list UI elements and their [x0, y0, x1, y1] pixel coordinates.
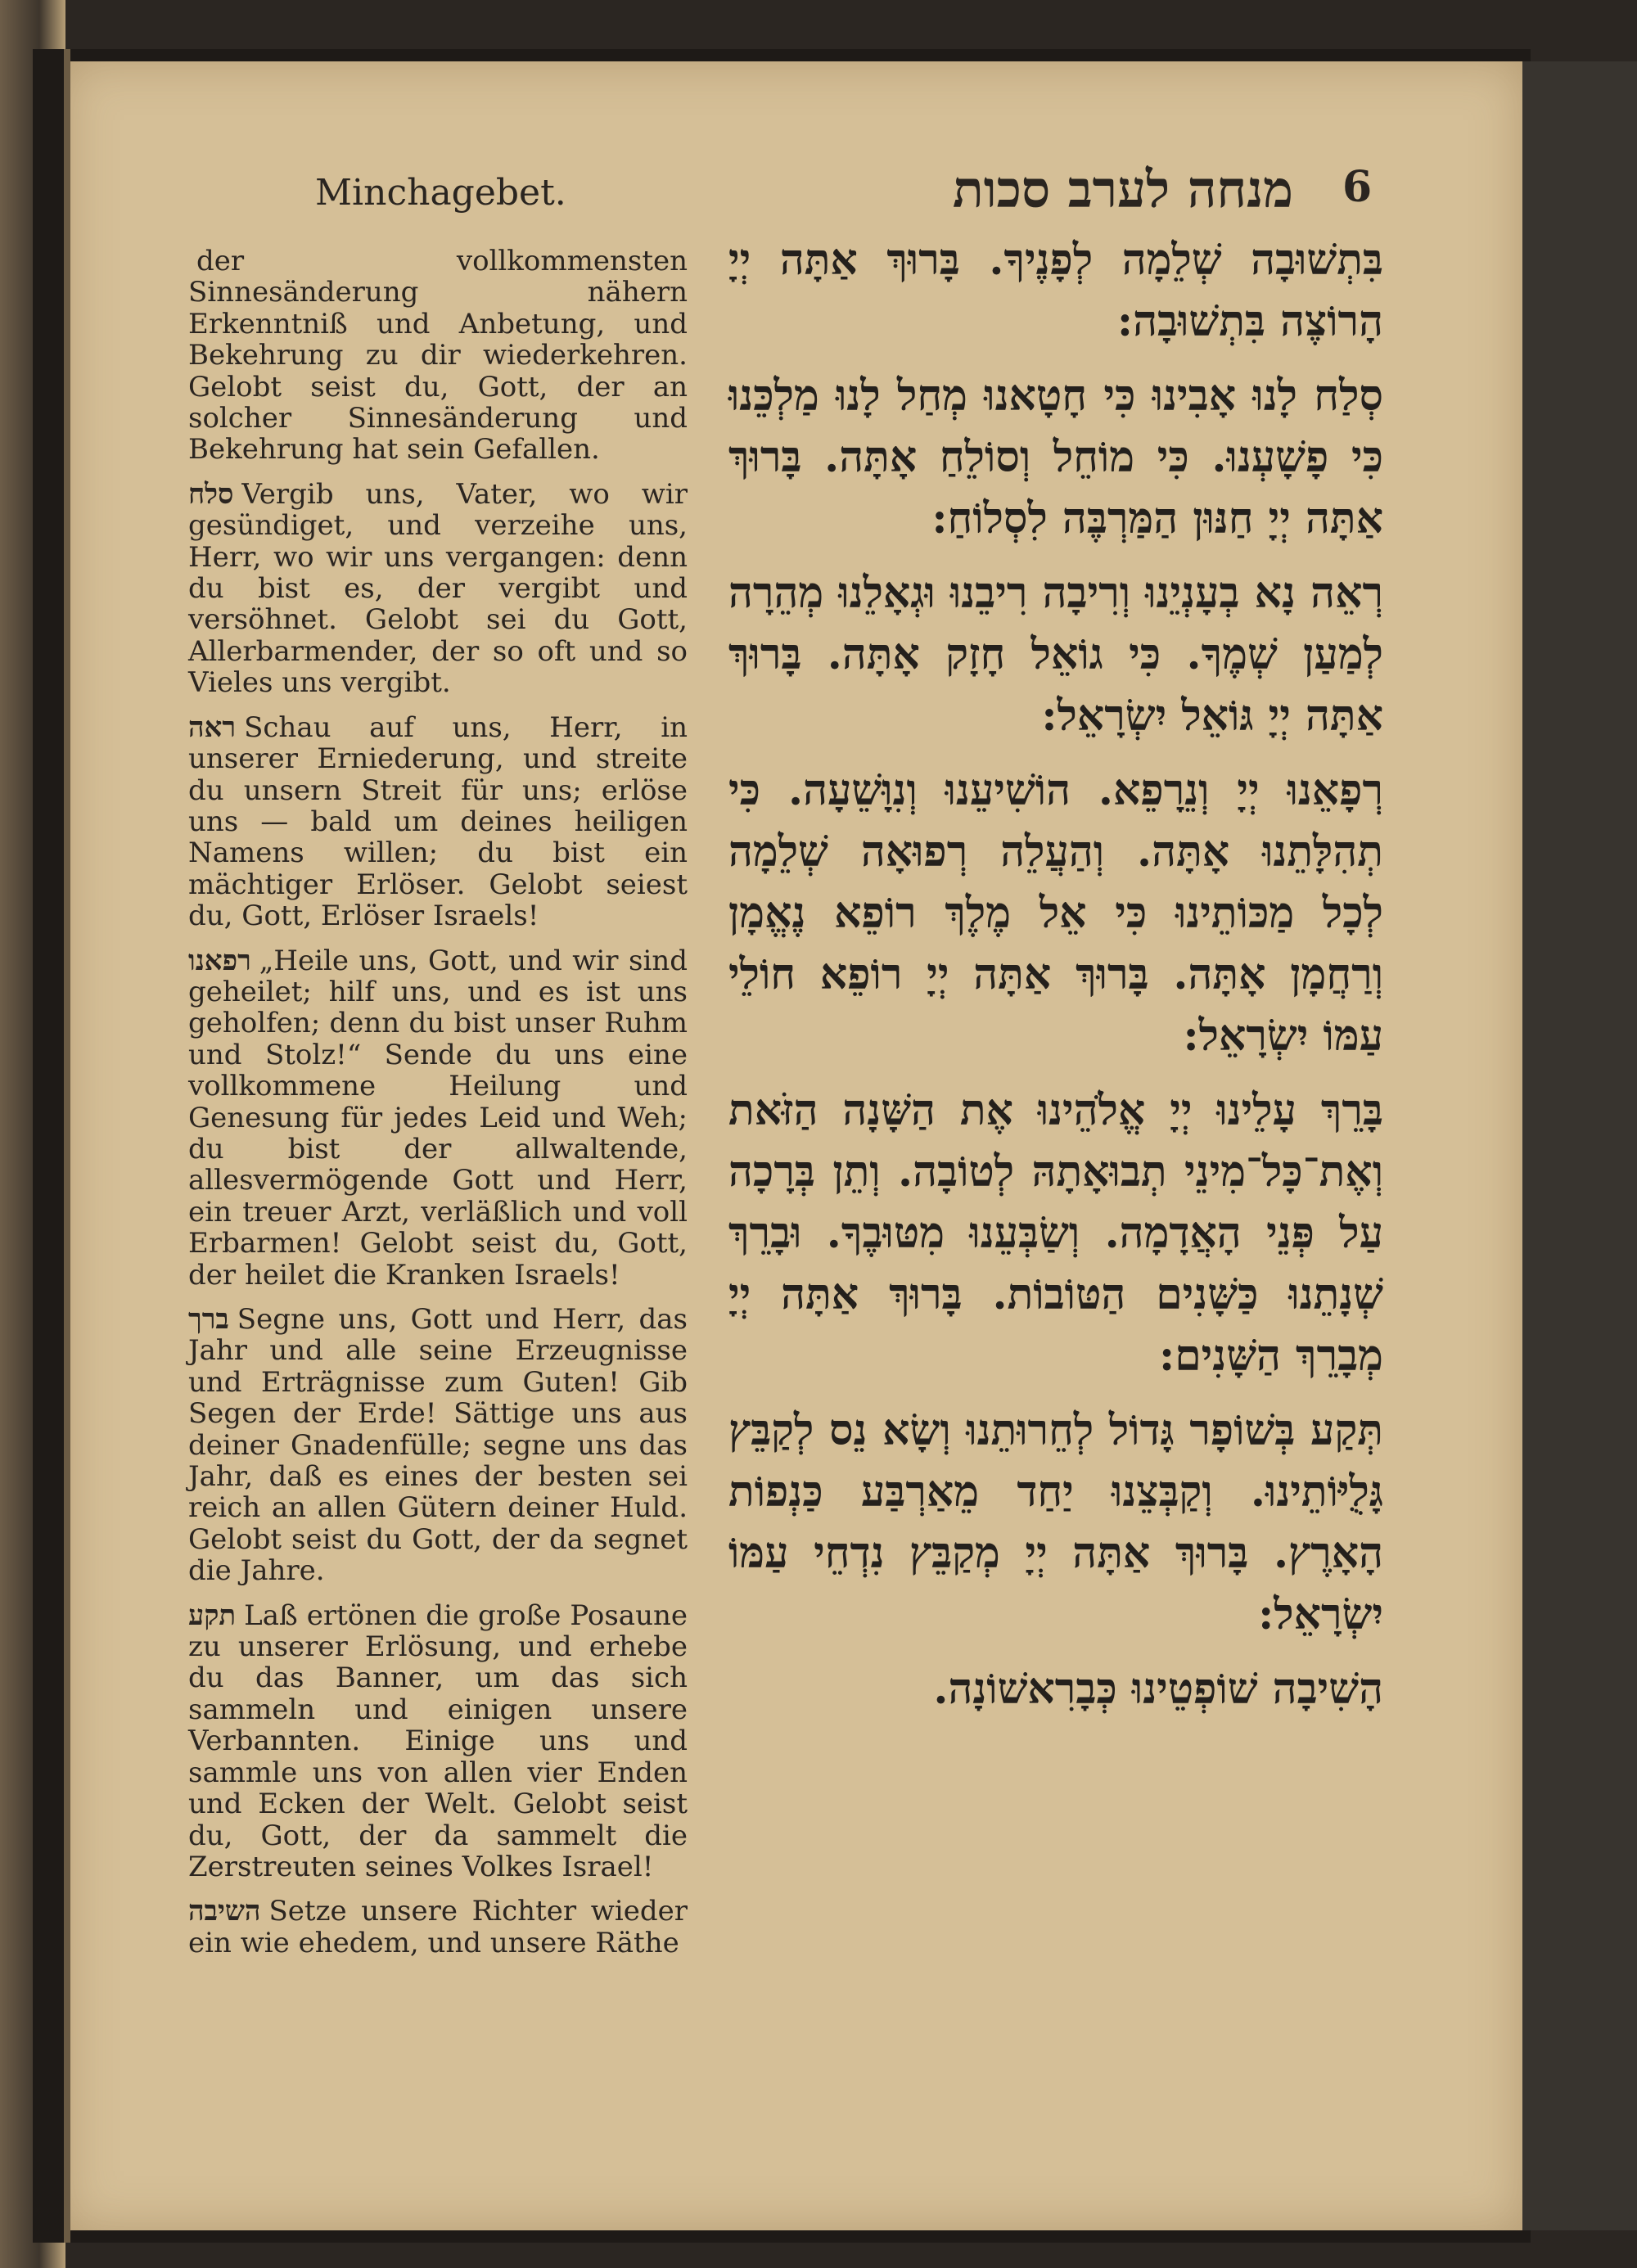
hebrew-blessing: בִּתְשׁוּבָה שְׁלֵמָה לְפָנֶיךָ. בָּרוּךְ אַתָּה יְיָ הָרוֹצֶה בִּתְשׁוּבָה:: [728, 235, 1383, 346]
hebrew-marker: ראה: [188, 710, 237, 744]
german-paragraph-text: Vergib uns, Vater, wo wir gesündiget, und verzeihe uns, Herr, wo wir uns vergangen: denn du bist es, der vergibt und versöhnet. Gelobt sei du Gott, Allerbarmender, der so oft und so Vieles uns vergibt.: [188, 477, 688, 700]
hebrew-marker: השיבה: [188, 1895, 261, 1928]
hebrew-blessing: תְּקַע בְּשׁוֹפָר גָּדוֹל לְחֵרוּתֵנוּ וְשָׂא נֵס לְקַבֵּץ גָּלֻיּוֹתֵינוּ. וְקַבְּצֵנוּ יַחַד מֵאַרְבַּע כַּנְפוֹת הָאָרֶץ. בָּרוּךְ אַתָּה יְיָ מְקַבֵּץ נִדְחֵי עַמּוֹ יִשְׂרָאֵל:: [728, 1405, 1383, 1639]
hebrew-marker: רפאנו: [188, 944, 251, 977]
book-cover-edge: [1522, 61, 1637, 2230]
hebrew-marker: סלח: [188, 477, 234, 511]
german-paragraph: [188, 945, 688, 1291]
german-paragraph-text: „Heile uns, Gott, und wir sind geheilet; hilf uns, und es ist uns geholfen; denn du bist unser Ruhm und Stolz!“ Sende du uns eine vollkommene Heilung und Genesung für jedes Leid und Weh; du bist der allwaltende, allesvermögende Gott und Herr, ein treuer Arzt, verläßlich und voll Erbarmen! Gelobt seist du, Gott, der heilet die Kranken Israels!: [188, 944, 688, 1292]
german-paragraph: [188, 1304, 688, 1587]
german-translation-column: [188, 246, 688, 1972]
german-running-title: Minchagebet.: [315, 172, 566, 214]
german-paragraph: [188, 1896, 688, 1959]
hebrew-blessing: סְלַח לָנוּ אָבִינוּ כִּי חָטָאנוּ מְחַל לָנוּ מַלְכֵּנוּ כִּי פָשָׁעְנוּ. כִּי מוֹחֵל וְסוֹלֵחַ אָתָּה. בָּרוּךְ אַתָּה יְיָ חַנּוּן הַמַּרְבֶּה לִסְלוֹחַ:: [728, 371, 1383, 543]
german-paragraph-text: Schau auf uns, Herr, in unserer Erniederung, und streite du unsern Streit für uns; erlöse uns — bald um deines heiligen Namens willen; du bist ein mächtiger Erlöser. Gelobt seiest du, Gott, Erlöser Israels!: [188, 710, 688, 933]
german-paragraph: [188, 479, 688, 699]
german-paragraph: [188, 712, 688, 932]
hebrew-running-title: מנחה לערב סכות: [952, 160, 1293, 219]
hebrew-marker: ברך: [188, 1303, 229, 1336]
hebrew-blessing: בָּרֵךְ עָלֵינוּ יְיָ אֱלֹהֵינוּ אֶת הַשָּׁנָה הַזֹּאת וְאֶת־כָּל־מִינֵי תְבוּאָתָהּ לְטוֹבָה. וְתֵן בְּרָכָה עַל פְּנֵי הָאֲדָמָה. וְשַׂבְּעֵנוּ מִטּוּבֶךָ. וּבָרֵךְ שְׁנָתֵנוּ כַּשָּׁנִים הַטּוֹבוֹת. בָּרוּךְ אַתָּה יְיָ מְבָרֵךְ הַשָּׁנִים:: [728, 1085, 1384, 1381]
german-paragraph-text: Laß ertönen die große Posaune zu unserer Erlösung, und erhebe du das Banner, um das sich sammeln und einigen unsere Verbannten. Einige uns und sammle uns von allen vier Enden und Ecken der Welt. Gelobt seist du, Gott, der da sammelt die Zerstreuten seines Volkes Israel!: [188, 1598, 688, 1883]
german-paragraph-text: Segne uns, Gott und Herr, das Jahr und alle seine Erzeugnisse und Erträgnisse zum Guten! Gib Segen der Erde! Sättige uns aus deiner Gnadenfülle; segne uns das Jahr, daß es eines der besten sei reich an allen Gütern deiner Huld. Gelobt seist du Gott, der da segnet die Jahre.: [188, 1303, 688, 1588]
hebrew-prayer-column: [728, 229, 1383, 1733]
german-paragraph-text: der vollkommensten Sinnesänderung nähern Erkenntniß und Anbetung, und Bekehrung zu dir wiederkehren. Gelobt seist du, Gott, der an solcher Sinnesänderung und Bekehrung hat sein Gefallen.: [188, 245, 688, 467]
hebrew-marker: תקע: [188, 1598, 237, 1632]
german-paragraph-text: Setze unsere Richter wieder ein wie ehedem, und unsere Räthe: [188, 1895, 688, 1959]
hebrew-blessing: רְפָאֵנוּ יְיָ וְנֵרָפֵא. הוֹשִׁיעֵנוּ וְנִוָּשֵׁעָה. כִּי תְהִלָּתֵנוּ אָתָּה. וְהַעֲלֵה רְפוּאָה שְׁלֵמָה לְכָל מַכּוֹתֵינוּ כִּי אֵל מֶלֶךְ רוֹפֵא נֶאֱמָן וְרַחֲמָן אָתָּה. בָּרוּךְ אַתָּה יְיָ רוֹפֵא חוֹלֵי עַמּוֹ יִשְׂרָאֵל:: [728, 765, 1383, 1061]
german-paragraph: [188, 1600, 688, 1883]
german-paragraph: [188, 246, 688, 466]
hebrew-blessing: רְאֵה נָא בְעָנְיֵנוּ וְרִיבָה רִיבֵנוּ וּגְאָלֵנוּ מְהֵרָה לְמַעַן שְׁמֶךָ. כִּי גוֹאֵל חָזָק אָתָּה. בָּרוּךְ אַתָּה יְיָ גּוֹאֵל יִשְׂרָאֵל:: [728, 568, 1383, 741]
hebrew-blessing: הָשִׁיבָה שׁוֹפְטֵינוּ כְּבָרִאשׁוֹנָה.: [933, 1664, 1383, 1714]
page-gutter: [64, 49, 70, 2243]
page-number: 6: [1342, 162, 1373, 212]
